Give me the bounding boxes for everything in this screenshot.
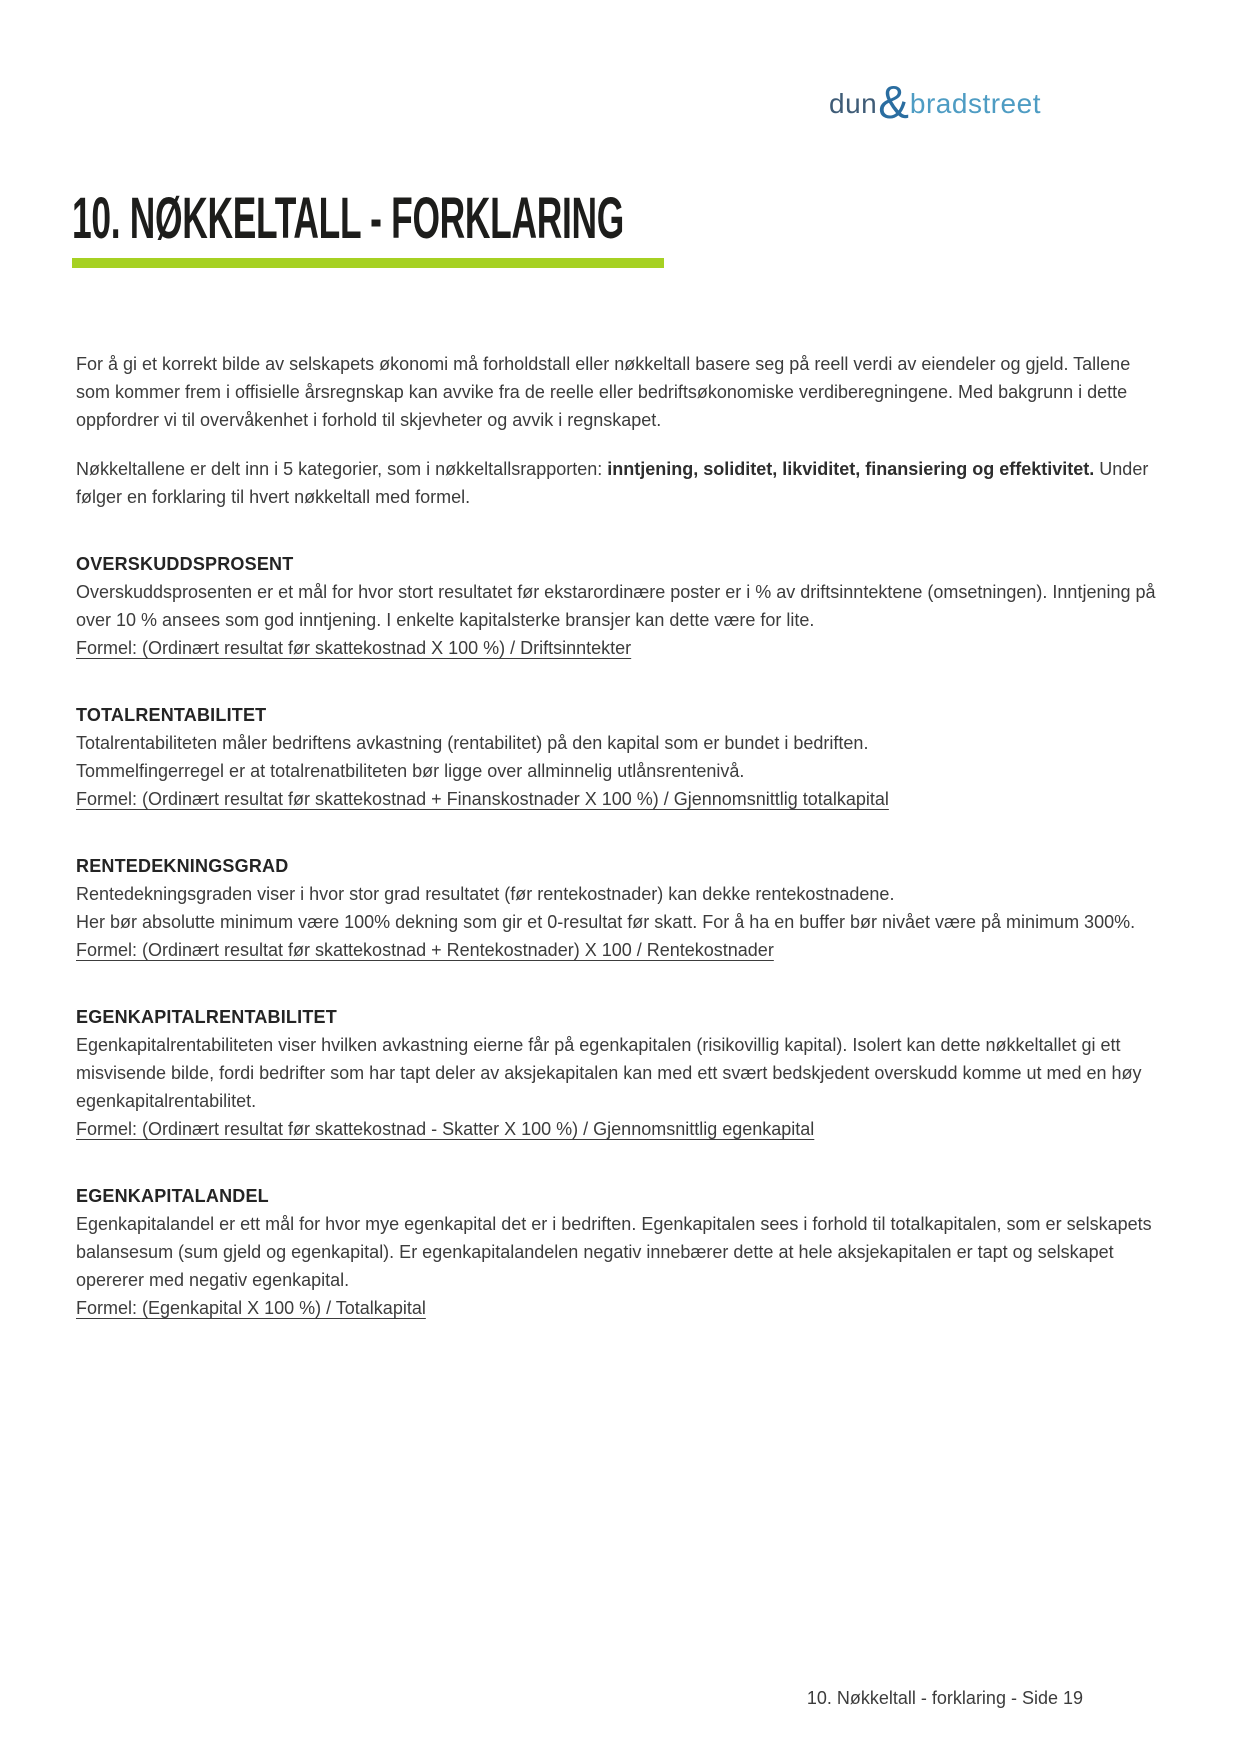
section-body-line: Egenkapitalandel er ett mål for hvor mye egenkapital det er i bedriften. Egenkapitalen sees i forhold til totalkapitalen, som er selskapets balansesum (sum gjeld og egenkapital). Er egenkapitalandelen negativ innebærer dette at hele aksjekapitalen er tapt og selskapet opererer med negativ egenkapital. xyxy=(76,1214,1152,1290)
section-egenkapitalandel xyxy=(76,1182,1161,1322)
section-body-line: Her bør absolutte minimum være 100% dekning som gir et 0-resultat før skatt. For å ha en buffer bør nivået være på minimum 300%. xyxy=(76,912,1136,932)
section-heading: EGENKAPITALANDEL xyxy=(76,1186,269,1206)
title-accent-bar xyxy=(72,258,664,268)
section-heading: EGENKAPITALRENTABILITET xyxy=(76,1007,337,1027)
section-body-line: Rentedekningsgraden viser i hvor stor grad resultatet (før rentekostnader) kan dekke rentekostnadene. xyxy=(76,884,895,904)
page-title: 10. NØKKELTALL - FORKLARING xyxy=(72,186,624,251)
section-body-line: Overskuddsprosenten er et mål for hvor stort resultatet før ekstarordinære poster er i % av driftsinntektene (omsetningen). Inntjening på over 10 % ansees som god inntjening. I enkelte kapitalsterke bransjer kan dette være for lite. xyxy=(76,582,1156,630)
section-formula: Formel: (Ordinært resultat før skattekostnad + Finanskostnader X 100 %) / Gjennomsnittlig totalkapital xyxy=(76,789,889,809)
section-body-line: Egenkapitalrentabiliteten viser hvilken avkastning eierne får på egenkapitalen (risikovillig kapital). Isolert kan dette nøkkeltallet gi ett misvisende bilde, fordi bedrifter som har tapt deler av aksjekapitalen kan med ett svært bedskjedent overskudd komme ut med en høy egenkapitalrentabilitet. xyxy=(76,1035,1142,1111)
section-egenkapitalrentabilitet xyxy=(76,1003,1161,1143)
dun-bradstreet-logo xyxy=(829,74,1041,128)
section-body-line: Tommelfingerregel er at totalrenatbiliteten bør ligge over allminnelig utlånsrentenivå. xyxy=(76,761,745,781)
logo-text-dun: dun xyxy=(829,88,878,119)
content-area xyxy=(76,350,1161,1322)
section-formula: Formel: (Ordinært resultat før skattekostnad + Rentekostnader) X 100 / Rentekostnader xyxy=(76,940,774,960)
logo-ampersand-icon: & xyxy=(878,76,909,128)
section-heading: RENTEDEKNINGSGRAD xyxy=(76,856,289,876)
section-heading: TOTALRENTABILITET xyxy=(76,705,267,725)
page-footer: 10. Nøkkeltall - forklaring - Side 19 xyxy=(806,1688,1083,1708)
section-heading: OVERSKUDDSPROSENT xyxy=(76,554,294,574)
intro-paragraph-1: For å gi et korrekt bilde av selskapets økonomi må forholdstall eller nøkkeltall basere seg på reell verdi av eiendeler og gjeld. Tallene som kommer frem i offisielle årsregnskap kan avvike fra de reelle eller bedriftsøkonomiske verdiberegningene. Med bakgrunn i dette oppfordrer vi til overvåkenhet i forhold til skjevheter og avvik i regnskapet. xyxy=(76,354,1131,430)
section-rentedekningsgrad xyxy=(76,852,1161,964)
section-formula: Formel: (Egenkapital X 100 %) / Totalkapital xyxy=(76,1298,426,1318)
section-formula: Formel: (Ordinært resultat før skattekostnad - Skatter X 100 %) / Gjennomsnittlig egenkapital xyxy=(76,1119,815,1139)
section-body-line: Totalrentabiliteten måler bedriftens avkastning (rentabilitet) på den kapital som er bundet i bedriften. xyxy=(76,733,869,753)
section-formula: Formel: (Ordinært resultat før skattekostnad X 100 %) / Driftsinntekter xyxy=(76,638,632,658)
section-totalrentabilitet xyxy=(76,701,1161,813)
intro-paragraph-2-lead: Nøkkeltallene er delt inn i 5 kategorier, som i nøkkeltallsrapporten: xyxy=(76,459,608,479)
intro-paragraph-2-tail: Under følger en forklaring til hvert nøkkeltall med formel. xyxy=(76,459,1149,507)
logo-text-bradstreet: bradstreet xyxy=(909,88,1041,119)
intro-paragraph-2-categories: inntjening, soliditet, likviditet, finansiering og effektivitet. xyxy=(607,459,1095,479)
section-overskuddsprosent xyxy=(76,550,1161,662)
intro-paragraph-2 xyxy=(76,455,1161,511)
